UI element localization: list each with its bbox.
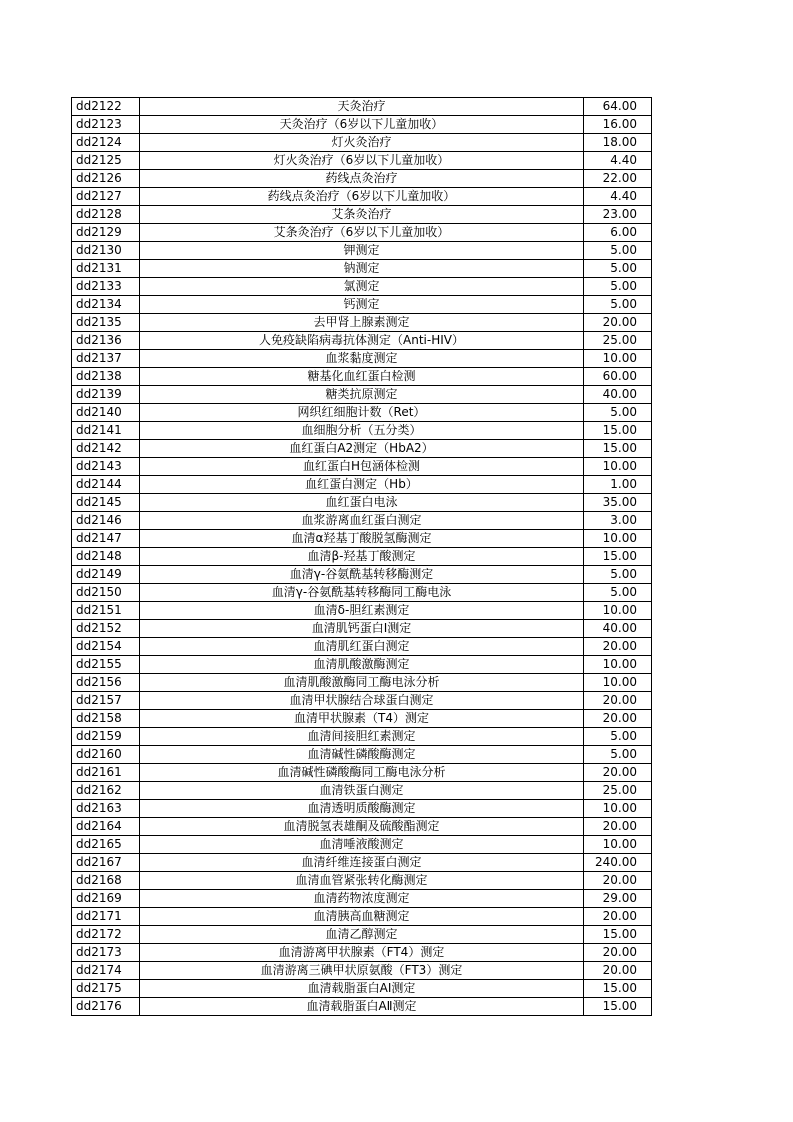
item-code: dd2142: [72, 440, 140, 458]
item-name: 血清铁蛋白测定: [140, 782, 584, 800]
item-code: dd2128: [72, 206, 140, 224]
item-code: dd2161: [72, 764, 140, 782]
item-code: dd2145: [72, 494, 140, 512]
item-name: 血清游离甲状腺素（FT4）测定: [140, 944, 584, 962]
item-code: dd2173: [72, 944, 140, 962]
item-code: dd2163: [72, 800, 140, 818]
item-price: 10.00: [584, 350, 652, 368]
item-code: dd2171: [72, 908, 140, 926]
item-name: 钠测定: [140, 260, 584, 278]
item-code: dd2123: [72, 116, 140, 134]
item-name: 去甲肾上腺素测定: [140, 314, 584, 332]
item-name: 钙测定: [140, 296, 584, 314]
item-name: 血清脱氢表雄酮及硫酸酯测定: [140, 818, 584, 836]
item-code: dd2122: [72, 98, 140, 116]
item-code: dd2155: [72, 656, 140, 674]
table-row: [72, 260, 652, 278]
table-row: [72, 494, 652, 512]
table-row: [72, 350, 652, 368]
item-code: dd2129: [72, 224, 140, 242]
table-row: [72, 404, 652, 422]
table-body: [72, 98, 652, 1016]
item-price: 15.00: [584, 440, 652, 458]
table-row: [72, 116, 652, 134]
table-row: [72, 926, 652, 944]
table-row: [72, 872, 652, 890]
item-code: dd2165: [72, 836, 140, 854]
item-price: 10.00: [584, 602, 652, 620]
item-price: 15.00: [584, 422, 652, 440]
item-code: dd2154: [72, 638, 140, 656]
price-table: [71, 97, 652, 1016]
item-name: 血清肌酸激酶测定: [140, 656, 584, 674]
item-code: dd2149: [72, 566, 140, 584]
item-price: 10.00: [584, 836, 652, 854]
item-name: 血清血管紧张转化酶测定: [140, 872, 584, 890]
item-code: dd2140: [72, 404, 140, 422]
item-code: dd2133: [72, 278, 140, 296]
table-row: [72, 152, 652, 170]
item-name: 人免疫缺陷病毒抗体测定（Anti-HIV）: [140, 332, 584, 350]
item-code: dd2124: [72, 134, 140, 152]
item-name: 糖基化血红蛋白检测: [140, 368, 584, 386]
item-name: 血清碱性磷酸酶测定: [140, 746, 584, 764]
item-name: 氯测定: [140, 278, 584, 296]
item-name: 药线点灸治疗（6岁以下儿童加收）: [140, 188, 584, 206]
item-name: 血清游离三碘甲状原氨酸（FT3）测定: [140, 962, 584, 980]
table-row: [72, 188, 652, 206]
table-row: [72, 800, 652, 818]
item-code: dd2131: [72, 260, 140, 278]
table-row: [72, 998, 652, 1016]
item-price: 15.00: [584, 926, 652, 944]
item-price: 20.00: [584, 944, 652, 962]
item-name: 血清δ-胆红素测定: [140, 602, 584, 620]
item-code: dd2143: [72, 458, 140, 476]
item-price: 64.00: [584, 98, 652, 116]
item-name: 灯火灸治疗（6岁以下儿童加收）: [140, 152, 584, 170]
table-row: [72, 674, 652, 692]
item-price: 20.00: [584, 764, 652, 782]
table-row: [72, 206, 652, 224]
item-price: 240.00: [584, 854, 652, 872]
item-name: 血清载脂蛋白AⅠ测定: [140, 980, 584, 998]
item-name: 艾条灸治疗（6岁以下儿童加收）: [140, 224, 584, 242]
item-code: dd2135: [72, 314, 140, 332]
item-name: 血清碱性磷酸酶同工酶电泳分析: [140, 764, 584, 782]
item-name: 血浆游离血红蛋白测定: [140, 512, 584, 530]
item-price: 5.00: [584, 404, 652, 422]
item-code: dd2159: [72, 728, 140, 746]
item-name: 血清载脂蛋白AⅡ测定: [140, 998, 584, 1016]
item-code: dd2139: [72, 386, 140, 404]
item-price: 20.00: [584, 818, 652, 836]
item-code: dd2158: [72, 710, 140, 728]
table-row: [72, 278, 652, 296]
item-price: 5.00: [584, 278, 652, 296]
item-price: 20.00: [584, 638, 652, 656]
table-row: [72, 566, 652, 584]
item-name: 血浆黏度测定: [140, 350, 584, 368]
item-name: 血红蛋白测定（Hb）: [140, 476, 584, 494]
item-price: 16.00: [584, 116, 652, 134]
item-price: 15.00: [584, 998, 652, 1016]
item-price: 10.00: [584, 530, 652, 548]
table-row: [72, 656, 652, 674]
table-row: [72, 98, 652, 116]
item-code: dd2156: [72, 674, 140, 692]
item-name: 血清α羟基丁酸脱氢酶测定: [140, 530, 584, 548]
table-row: [72, 962, 652, 980]
table-row: [72, 458, 652, 476]
item-price: 5.00: [584, 746, 652, 764]
table-row: [72, 548, 652, 566]
item-name: 血清肌红蛋白测定: [140, 638, 584, 656]
table-row: [72, 368, 652, 386]
table-row: [72, 530, 652, 548]
item-price: 4.40: [584, 188, 652, 206]
item-price: 20.00: [584, 872, 652, 890]
item-name: 血清唾液酸测定: [140, 836, 584, 854]
item-code: dd2147: [72, 530, 140, 548]
item-name: 血清γ-谷氨酰基转移酶测定: [140, 566, 584, 584]
item-price: 40.00: [584, 620, 652, 638]
item-price: 3.00: [584, 512, 652, 530]
table-row: [72, 818, 652, 836]
item-price: 20.00: [584, 314, 652, 332]
item-price: 60.00: [584, 368, 652, 386]
item-code: dd2151: [72, 602, 140, 620]
item-price: 25.00: [584, 332, 652, 350]
item-code: dd2146: [72, 512, 140, 530]
item-name: 血清纤维连接蛋白测定: [140, 854, 584, 872]
item-price: 5.00: [584, 584, 652, 602]
item-name: 艾条灸治疗: [140, 206, 584, 224]
item-price: 10.00: [584, 674, 652, 692]
table-row: [72, 512, 652, 530]
item-price: 23.00: [584, 206, 652, 224]
item-name: 血清β-羟基丁酸测定: [140, 548, 584, 566]
item-code: dd2164: [72, 818, 140, 836]
item-price: 5.00: [584, 260, 652, 278]
table-row: [72, 782, 652, 800]
item-price: 35.00: [584, 494, 652, 512]
table-row: [72, 620, 652, 638]
item-name: 血红蛋白H包涵体检测: [140, 458, 584, 476]
item-code: dd2130: [72, 242, 140, 260]
item-name: 血清间接胆红素测定: [140, 728, 584, 746]
item-price: 20.00: [584, 692, 652, 710]
item-price: 5.00: [584, 728, 652, 746]
item-code: dd2144: [72, 476, 140, 494]
item-code: dd2127: [72, 188, 140, 206]
item-price: 4.40: [584, 152, 652, 170]
item-price: 5.00: [584, 566, 652, 584]
item-price: 15.00: [584, 548, 652, 566]
table-row: [72, 980, 652, 998]
item-code: dd2176: [72, 998, 140, 1016]
item-code: dd2167: [72, 854, 140, 872]
table-row: [72, 242, 652, 260]
item-name: 血清胰高血糖测定: [140, 908, 584, 926]
table-row: [72, 638, 652, 656]
item-price: 20.00: [584, 710, 652, 728]
item-code: dd2138: [72, 368, 140, 386]
table-row: [72, 710, 652, 728]
table-row: [72, 386, 652, 404]
item-code: dd2125: [72, 152, 140, 170]
table-row: [72, 692, 652, 710]
item-code: dd2150: [72, 584, 140, 602]
item-price: 10.00: [584, 458, 652, 476]
table-row: [72, 746, 652, 764]
item-price: 6.00: [584, 224, 652, 242]
table-row: [72, 602, 652, 620]
item-code: dd2169: [72, 890, 140, 908]
item-code: dd2152: [72, 620, 140, 638]
item-code: dd2157: [72, 692, 140, 710]
item-price: 40.00: [584, 386, 652, 404]
item-price: 10.00: [584, 800, 652, 818]
item-name: 灯火灸治疗: [140, 134, 584, 152]
item-code: dd2137: [72, 350, 140, 368]
item-name: 血清甲状腺结合球蛋白测定: [140, 692, 584, 710]
table-row: [72, 314, 652, 332]
table-row: [72, 854, 652, 872]
item-code: dd2175: [72, 980, 140, 998]
item-name: 血清透明质酸酶测定: [140, 800, 584, 818]
item-name: 血细胞分析（五分类）: [140, 422, 584, 440]
item-price: 20.00: [584, 908, 652, 926]
item-price: 15.00: [584, 980, 652, 998]
item-price: 20.00: [584, 962, 652, 980]
item-code: dd2160: [72, 746, 140, 764]
item-name: 天灸治疗（6岁以下儿童加收）: [140, 116, 584, 134]
table-row: [72, 908, 652, 926]
table-row: [72, 332, 652, 350]
table-row: [72, 296, 652, 314]
item-name: 血清γ-谷氨酰基转移酶同工酶电泳: [140, 584, 584, 602]
item-name: 血清甲状腺素（T4）测定: [140, 710, 584, 728]
table-row: [72, 422, 652, 440]
item-name: 天灸治疗: [140, 98, 584, 116]
item-name: 糖类抗原测定: [140, 386, 584, 404]
item-price: 18.00: [584, 134, 652, 152]
table-row: [72, 440, 652, 458]
item-code: dd2172: [72, 926, 140, 944]
item-code: dd2126: [72, 170, 140, 188]
table-row: [72, 944, 652, 962]
item-price: 10.00: [584, 656, 652, 674]
item-name: 钾测定: [140, 242, 584, 260]
table-row: [72, 134, 652, 152]
table-row: [72, 170, 652, 188]
table-row: [72, 584, 652, 602]
table-row: [72, 476, 652, 494]
item-price: 1.00: [584, 476, 652, 494]
item-price: 5.00: [584, 296, 652, 314]
item-name: 血清肌钙蛋白Ⅰ测定: [140, 620, 584, 638]
item-name: 血清乙醇测定: [140, 926, 584, 944]
item-name: 网织红细胞计数（Ret）: [140, 404, 584, 422]
item-code: dd2162: [72, 782, 140, 800]
item-price: 25.00: [584, 782, 652, 800]
item-code: dd2168: [72, 872, 140, 890]
item-name: 血红蛋白电泳: [140, 494, 584, 512]
table-row: [72, 764, 652, 782]
table-row: [72, 728, 652, 746]
item-price: 22.00: [584, 170, 652, 188]
item-code: dd2134: [72, 296, 140, 314]
item-name: 血清药物浓度测定: [140, 890, 584, 908]
table-row: [72, 890, 652, 908]
item-price: 5.00: [584, 242, 652, 260]
table-row: [72, 224, 652, 242]
table-row: [72, 836, 652, 854]
item-name: 血红蛋白A2测定（HbA2）: [140, 440, 584, 458]
item-code: dd2148: [72, 548, 140, 566]
item-code: dd2174: [72, 962, 140, 980]
item-name: 药线点灸治疗: [140, 170, 584, 188]
item-price: 29.00: [584, 890, 652, 908]
item-code: dd2141: [72, 422, 140, 440]
item-name: 血清肌酸激酶同工酶电泳分析: [140, 674, 584, 692]
item-code: dd2136: [72, 332, 140, 350]
